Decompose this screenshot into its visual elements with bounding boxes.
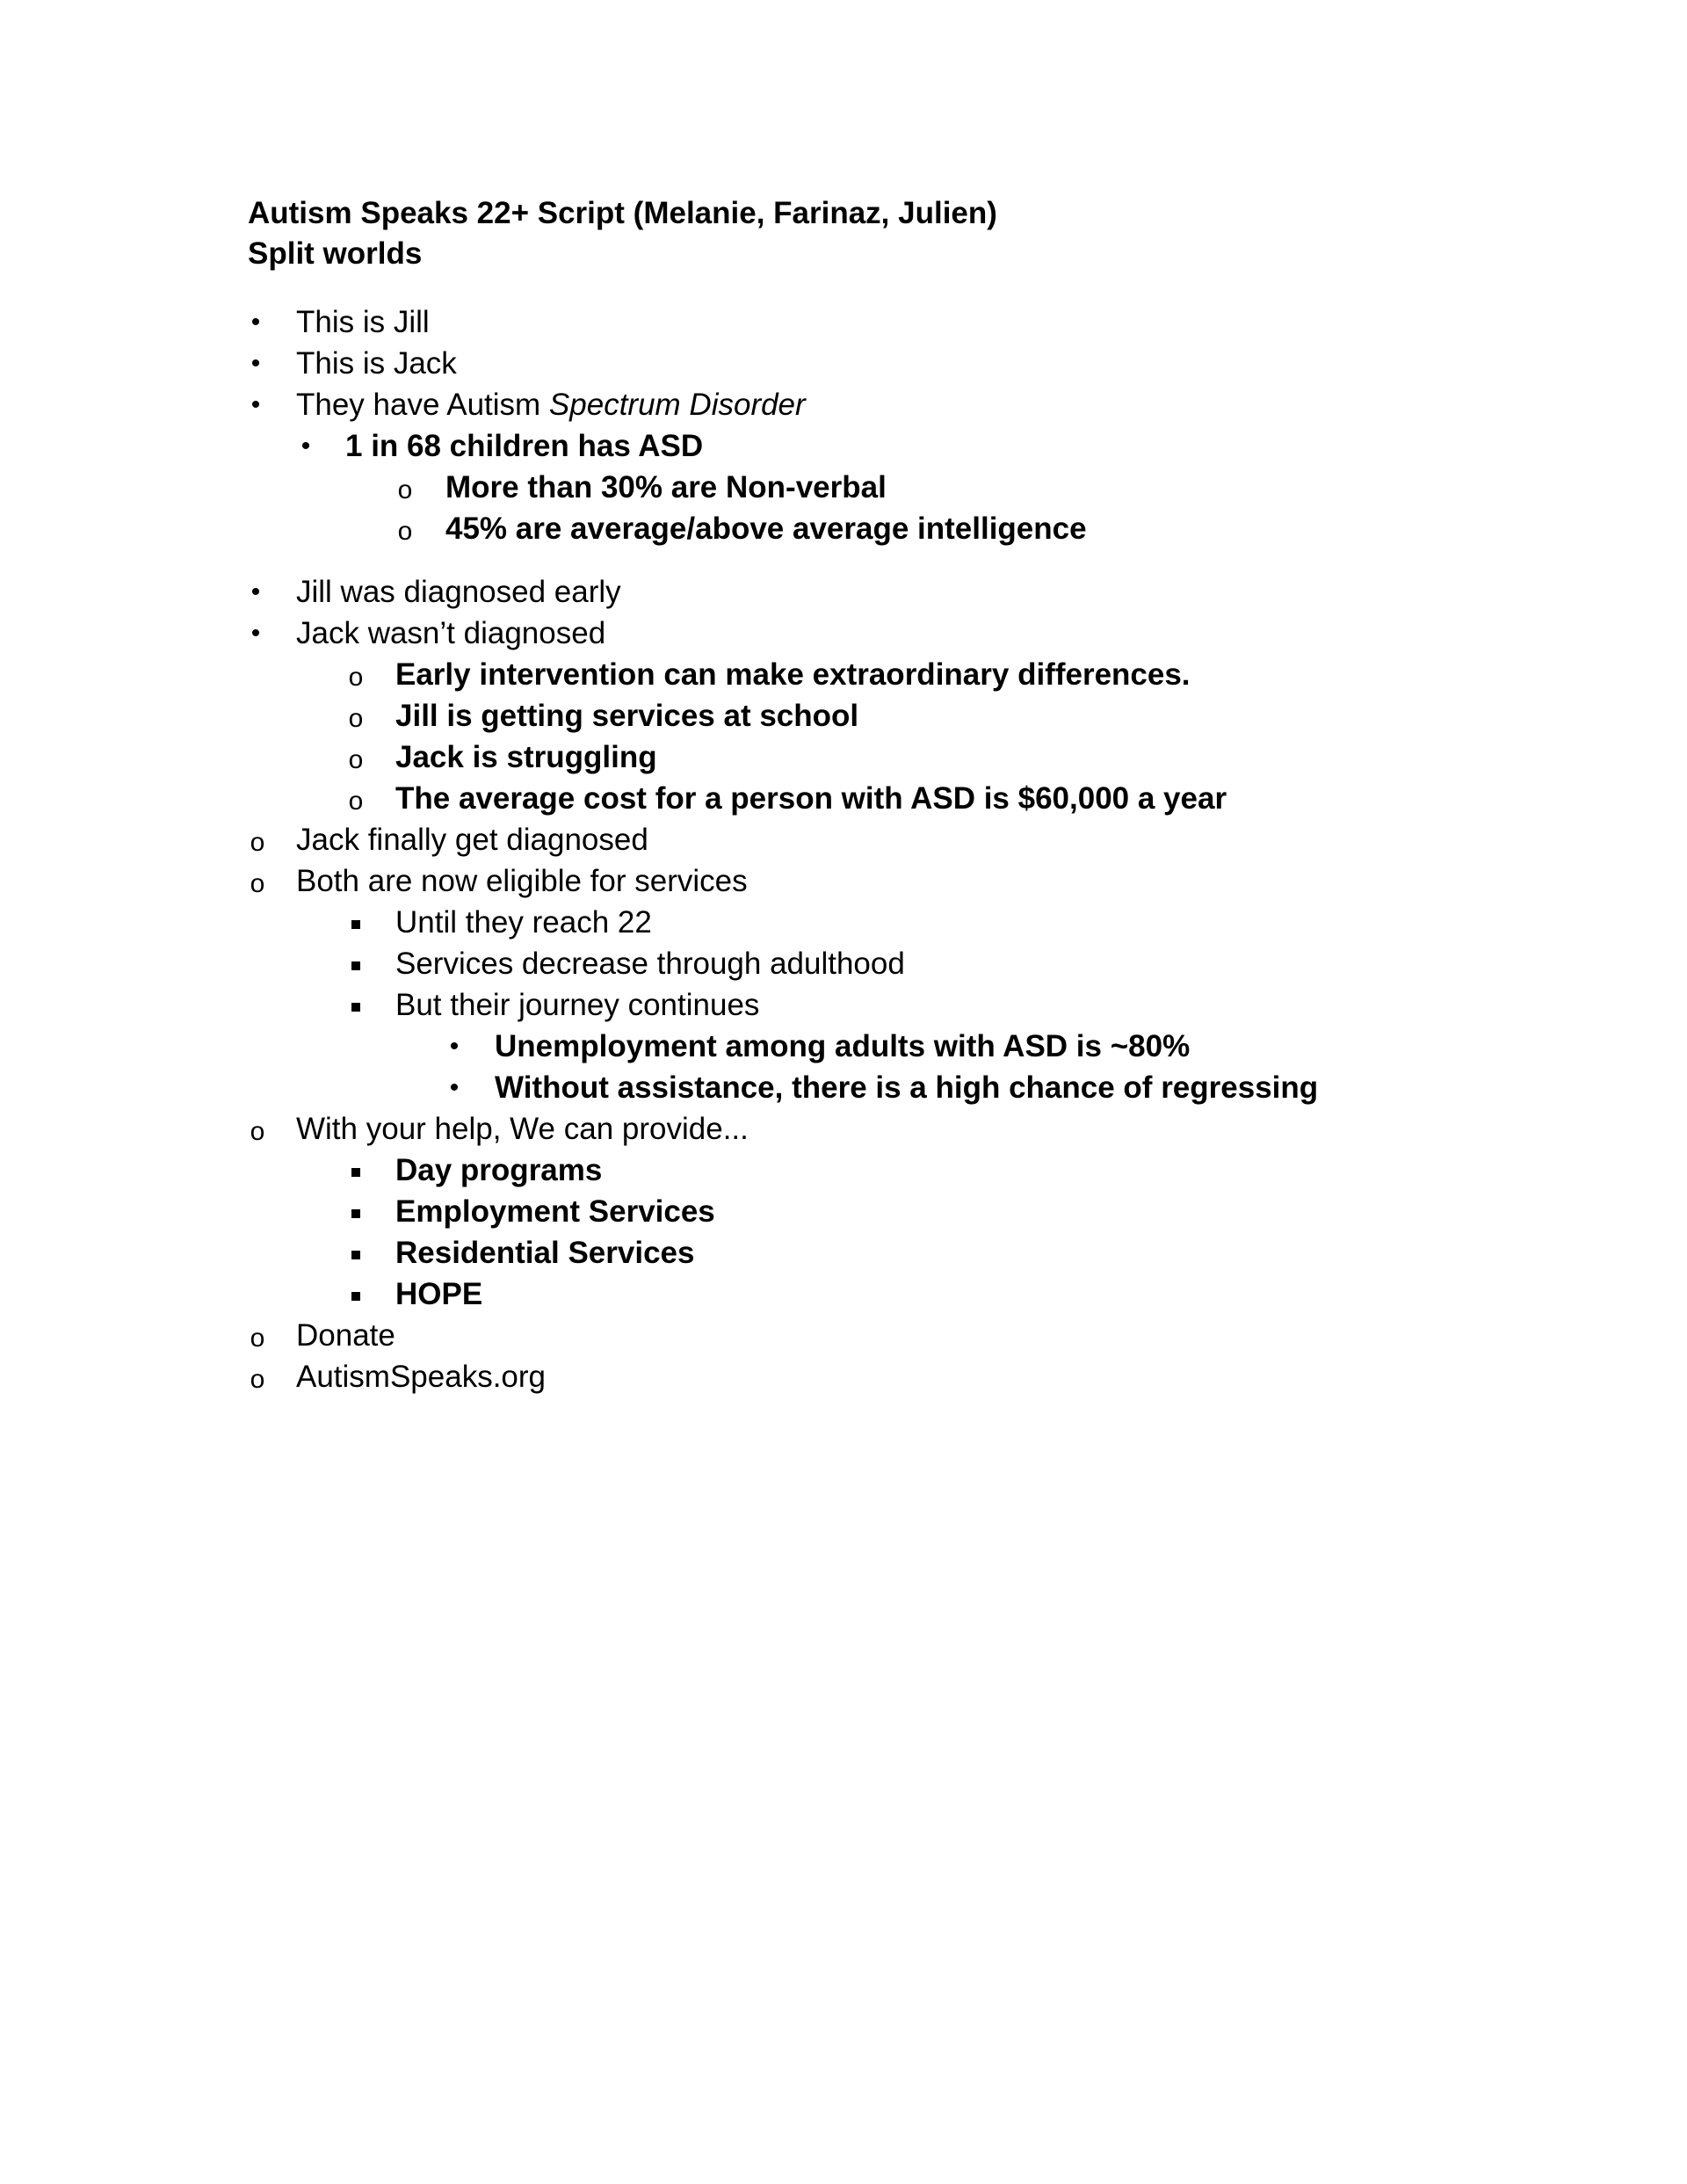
list-item-jill-diagnosed: Jill was diagnosed early: [296, 575, 621, 609]
document-title: Autism Speaks 22+ Script (Melanie, Farinaz, Julien): [248, 196, 997, 230]
list-item-non-verbal: More than 30% are Non-verbal: [445, 470, 887, 504]
list-item-asd-prefix: They have Autism: [296, 388, 549, 422]
bullet-circle-marker: o: [250, 1117, 265, 1146]
list-item-jack-struggling: Jack is struggling: [395, 740, 657, 774]
bullet-circle-marker: o: [250, 828, 265, 857]
list-item-jill-services: Jill is getting services at school: [395, 699, 859, 733]
bullet-circle-marker: o: [348, 704, 364, 733]
bullet-circle-marker: o: [348, 745, 364, 774]
list-item-eligible: Both are now eligible for services: [296, 864, 748, 898]
bullet-disc-marker: •: [250, 349, 261, 378]
list-item-until-22: Until they reach 22: [395, 905, 652, 940]
bullet-disc-marker: •: [300, 432, 311, 461]
list-item-unemployment: Unemployment among adults with ASD is ~80%: [495, 1029, 1191, 1063]
bullet-disc-marker: •: [250, 577, 261, 606]
bullet-circle-marker: o: [348, 787, 364, 816]
list-item-services-decrease: Services decrease through adulthood: [395, 947, 905, 981]
list-item-asd: [296, 386, 806, 424]
list-item-website: AutismSpeaks.org: [296, 1360, 547, 1394]
bullet-disc-marker: •: [449, 1073, 460, 1102]
list-item-regressing: Without assistance, there is a high chance of regressing: [495, 1070, 1319, 1105]
list-item-intelligence: 45% are average/above average intelligence: [445, 512, 1087, 546]
list-item-jack-not-diagnosed: Jack wasn’t diagnosed: [296, 616, 606, 650]
bullet-disc-marker: •: [250, 308, 261, 337]
list-item-employment-services: Employment Services: [395, 1194, 715, 1229]
list-item-day-programs: Day programs: [395, 1153, 603, 1187]
list-item-asd-italic: Spectrum Disorder: [548, 388, 806, 422]
list-item-donate: Donate: [296, 1318, 395, 1353]
bullet-disc-marker: •: [250, 619, 261, 648]
bullet-circle-marker: o: [397, 517, 413, 546]
list-item-journey-continues: But their journey continues: [395, 988, 760, 1022]
list-item-with-your-help: With your help, We can provide...: [296, 1112, 749, 1146]
list-item-this-is-jack: This is Jack: [296, 346, 457, 381]
bullet-circle-marker: o: [250, 1365, 265, 1394]
list-item-this-is-jill: This is Jill: [296, 305, 430, 339]
list-item-jack-finally-diagnosed: Jack finally get diagnosed: [296, 823, 648, 857]
list-item-early-intervention: Early intervention can make extraordinary differences.: [395, 657, 1191, 692]
bullet-circle-marker: o: [250, 869, 265, 898]
list-item-average-cost: The average cost for a person with ASD is $60,000 a year: [395, 781, 1227, 816]
bullet-square-marker: [351, 961, 360, 970]
bullet-disc-marker: •: [449, 1032, 460, 1061]
bullet-circle-marker: o: [348, 663, 364, 692]
bullet-square-marker: [351, 1292, 360, 1301]
bullet-disc-marker: •: [250, 390, 261, 419]
bullet-square-marker: [351, 1003, 360, 1012]
bullet-circle-marker: o: [250, 1324, 265, 1353]
list-item-hope: HOPE: [395, 1277, 483, 1311]
bullet-circle-marker: o: [397, 475, 413, 504]
bullet-square-marker: [351, 1209, 360, 1218]
list-item-1-in-68: 1 in 68 children has ASD: [345, 429, 704, 463]
bullet-square-marker: [351, 1168, 360, 1177]
bullet-square-marker: [351, 920, 360, 929]
document-subtitle: Split worlds: [248, 236, 423, 271]
bullet-square-marker: [351, 1251, 360, 1259]
list-item-residential-services: Residential Services: [395, 1236, 695, 1270]
